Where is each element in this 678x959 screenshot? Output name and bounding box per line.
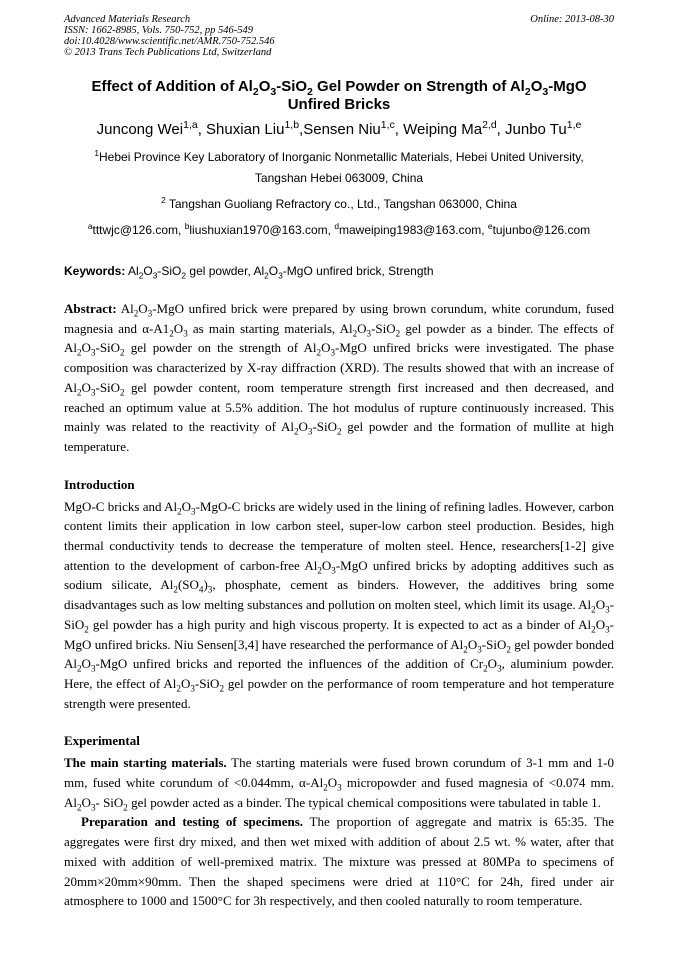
journal-name: Advanced Materials Research: [64, 14, 191, 25]
copyright-line: © 2013 Trans Tech Publications Ltd, Switzerland: [64, 47, 272, 58]
materials-run-head: The main starting materials.: [64, 755, 227, 771]
online-date: Online: 2013-08-30: [530, 14, 614, 25]
email-d: maweiping1983@163.com,: [338, 223, 488, 237]
affiliation-1: $^1$Hebei Province Key Laboratory of Inorganic Nonmetallic Materials, Hebei United University, Tangshan Hebei 063009, China: [94, 148, 584, 185]
doi-line: doi:10.4028/www.scientific.net/AMR.750-752.546: [64, 36, 275, 47]
email-b: liushuxian1970@163.com,: [189, 223, 335, 237]
keywords: Keywords: $Al_2O_3-SiO_2$ gel powder, $Al_2O_3$-MgO unfired brick, Strength: [64, 264, 434, 281]
preparation-paragraph: Preparation and testing of specimens. The proportion of aggregate and matrix is 65:35. The aggregates were first dry mixed, and then wet mixed with addition of about 2.5 wt. % water, after that mixed with addition of well-premixed matrix. The mixture was pressed at 80MPa to specimens of 20mm×20mm×90mm. Then the shaped specimens were dried at 110°C for 24h, fired under air atmosphere to 1000 and 1500°C for 3h respectively, and then cooled naturally to room temperature.: [64, 814, 614, 909]
preparation-run-head: Preparation and testing of specimens.: [81, 814, 304, 830]
paper-page: [64, 14, 614, 911]
email-e: tujunbo@126.com: [492, 223, 591, 237]
author-emails: $^a$tttwjc@126.com, $^b$liushuxian1970@163.com, $^d$maweiping1983@163.com, $^e$tujunbo@126.com: [87, 221, 591, 237]
journal-header: [64, 14, 614, 58]
introduction-paragraph: MgO-C bricks and $Al_2O_3-MgO-C$ bricks are widely used in the lining of refining ladles. However, carbon content limits their application in low carbon steel, super-low carbon steel production. Besides, high thermal conductivity tends to decrease the temperature of molten steel. Hence, researchers[1-2] give attention to the development of carbon-free $Al_2O_3$-MgO unfired bricks by adopting additives such as sodium silicate, $Al_2(SO_4)_3$, phosphate, cement as binders. However, the additives bring some disadvantages such as low melting substances and pollution on molten steel, which limit its usage. $Al_2O_3-SiO_2$ gel powder has a high purity and high viscous property. It is expected to act as a binder of $Al_2O_3$-MgO unfired bricks. Niu Sensen[3,4] have researched the performance of $Al_2O_3-SiO_2$ gel powder bonded $Al_2O_3$-MgO unfired bricks and reported the influences of the addition of $Cr_2O_3$, aluminium powder. Here, the effect of $Al_2O_3-SiO_2$ gel powder on the performance of room temperature and hot temperature strength were presented.: [64, 498, 615, 711]
introduction-heading: Introduction: [64, 476, 135, 492]
abstract-label: Abstract:: [64, 301, 117, 316]
experimental-heading: Experimental: [64, 733, 140, 749]
paper-title: Effect of Addition of $Al_2O_3-SiO_2$ Gel Powder on Strength of $Al_2O_3$-MgO Unfired Bricks: [91, 78, 587, 113]
keywords-label: Keywords:: [64, 264, 126, 278]
materials-paragraph: The main starting materials. The starting materials were fused brown corundum of 3-1 mm and 1-0 mm, fused white corundum of <0.044mm, $\alpha-Al_2O_3$ micropowder and fused magnesia of <0.074 mm. $Al_2O_3-$ SiO$_2$ gel powder acted as a binder. The typical chemical compositions were tabulated in table 1.: [64, 755, 615, 813]
issn-line: ISSN: 1662-8985, Vols. 750-752, pp 546-549: [64, 25, 253, 36]
title-line-2: Unfired Bricks: [287, 96, 391, 113]
affiliation-2: $^2$ Tangshan Guoliang Refractory co., Ltd., Tangshan 063000, China: [161, 195, 517, 211]
author-list: Juncong Wei$^{1,a}$, Shuxian Liu$^{1,b}$,Sensen Niu$^{1,c}$, Weiping Ma$^{2,d}$, Junbo Tu$^{1,e}$: [96, 119, 582, 138]
email-a: tttwjc@126.com,: [92, 223, 185, 237]
abstract: Abstract: $Al_2O_3$-MgO unfired brick were prepared by using brown corundum, white corundum, fused magnesia and $\alpha-A1_2O_3$ as main starting materials, $Al_2O_3-SiO_2$ gel powder as a binder. The effects of $Al_2O_3-SiO_2$ gel powder on the strength of $Al_2O_3$-MgO unfired bricks were investigated. The phase composition was characterized by X-ray diffraction (XRD). The results showed that with an increase of $Al_2O_3-SiO_2$ gel powder content, room temperature strength first increased and then decreased, and reached an optimum value at 5.5% addition. The hot modulus of rupture continuously increased. This mainly was related to the reactivity of $Al_2O_3-SiO_2$ gel powder and the formation of mullite at high temperature.: [64, 301, 614, 454]
